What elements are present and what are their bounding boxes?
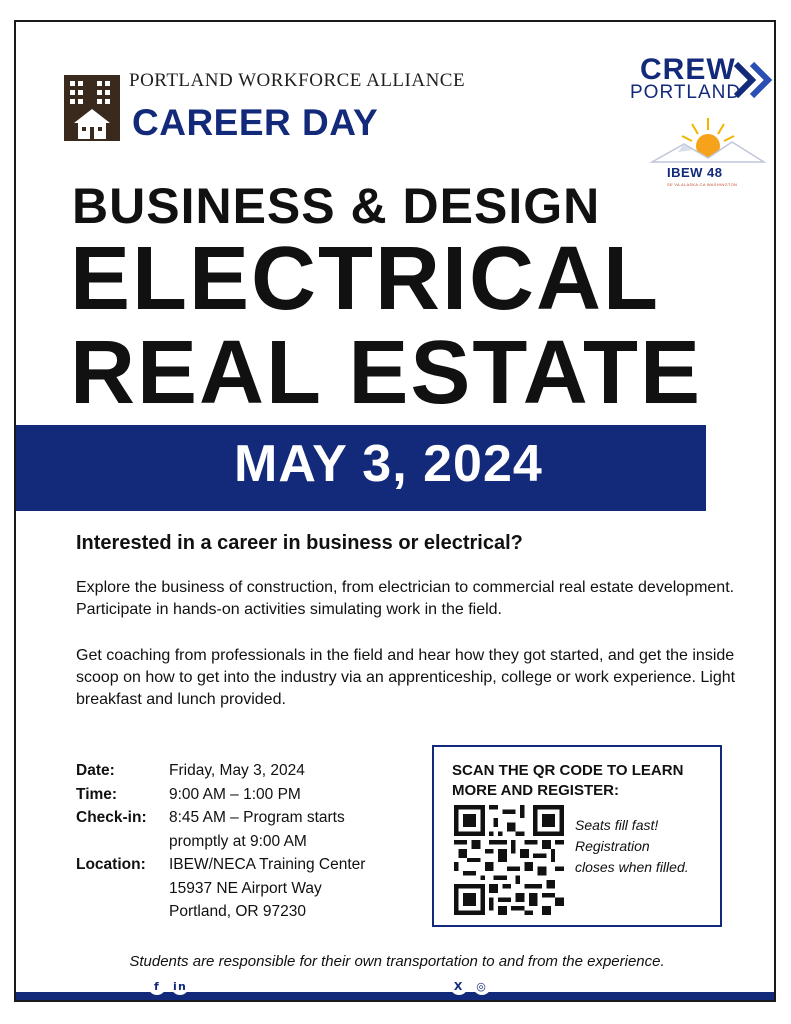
qr-heading: SCAN THE QR CODE TO LEARN MORE AND REGISTER: xyxy=(452,762,684,799)
social-handle-short[interactable]: PWORKFORCEA xyxy=(499,978,599,994)
detail-label: Location: xyxy=(76,856,146,873)
detail-row-time xyxy=(76,783,399,807)
event-details xyxy=(76,759,399,924)
detail-value-line: 15937 NE Airport Way xyxy=(169,879,322,897)
detail-value-line: Portland, OR 97230 xyxy=(169,903,307,920)
qr-note-line: closes when filled. xyxy=(575,859,689,875)
qr-note-line: Registration xyxy=(575,838,650,854)
linkedin-icon[interactable]: in xyxy=(171,977,189,995)
detail-value: 9:00 AM – 1:00 PM xyxy=(169,785,301,803)
instagram-icon[interactable]: ◎ xyxy=(473,977,491,995)
crew-logo-text: CREW xyxy=(640,53,736,86)
qr-register-box xyxy=(432,745,722,927)
org-name: PORTLAND WORKFORCE ALLIANCE xyxy=(129,70,466,91)
paragraph-coaching: Get coaching from professionals in the field and hear how they got started, and get the inside scoop on how to get into the industry via an apprenticeship, college or work experience. Light breakfast and lunch provided. xyxy=(76,647,736,708)
detail-value-line: promptly at 9:00 AM xyxy=(169,832,307,850)
detail-value-line: 8:45 AM – Program starts xyxy=(169,809,345,826)
detail-value-line: IBEW/NECA Training Center xyxy=(169,856,366,873)
crew-chevron-icon xyxy=(732,60,776,100)
event-title: CAREER DAY xyxy=(132,102,379,143)
crew-logo-subtext: PORTLAND xyxy=(630,82,742,103)
facebook-icon[interactable]: f xyxy=(148,977,166,995)
qr-note-line: Seats fill fast! xyxy=(575,817,659,833)
qr-code-icon[interactable] xyxy=(454,805,564,915)
paragraph-explore: Explore the business of construction, from electrician to commercial real estate development. Participate in hands-on activities simulating work in the field. xyxy=(76,579,735,618)
flyer-frame xyxy=(14,20,776,1002)
headline-electrical: ELECTRICAL xyxy=(70,229,660,329)
transportation-disclaimer: Students are responsible for their own transportation to and from the experience. xyxy=(129,953,665,970)
detail-value xyxy=(169,806,399,853)
social-handle-main[interactable]: PORTLANDWORKFORCEALLIANCE xyxy=(198,978,424,994)
detail-label: Time: xyxy=(76,785,118,803)
detail-row-checkin xyxy=(76,806,399,853)
detail-label: Date: xyxy=(76,762,115,779)
detail-row-date xyxy=(76,759,399,783)
detail-value: Friday, May 3, 2024 xyxy=(169,762,305,779)
detail-value xyxy=(169,853,399,924)
footer-social xyxy=(148,977,599,995)
ibew-logo-subtext: SE VA ALASKA CA WASHINGTON xyxy=(667,182,738,187)
headline-business-design: BUSINESS & DESIGN xyxy=(72,178,601,234)
detail-label: Check-in: xyxy=(76,809,147,826)
x-icon[interactable]: X xyxy=(450,977,468,995)
intro-question: Interested in a career in business or electrical? xyxy=(76,532,523,554)
building-logo-icon xyxy=(64,75,120,141)
ibew-logo-text: IBEW 48 xyxy=(667,165,723,180)
qr-note xyxy=(575,815,705,878)
date-banner-text: MAY 3, 2024 xyxy=(234,435,543,493)
detail-row-location xyxy=(76,853,399,924)
headline-real-estate: REAL ESTATE xyxy=(70,323,703,423)
